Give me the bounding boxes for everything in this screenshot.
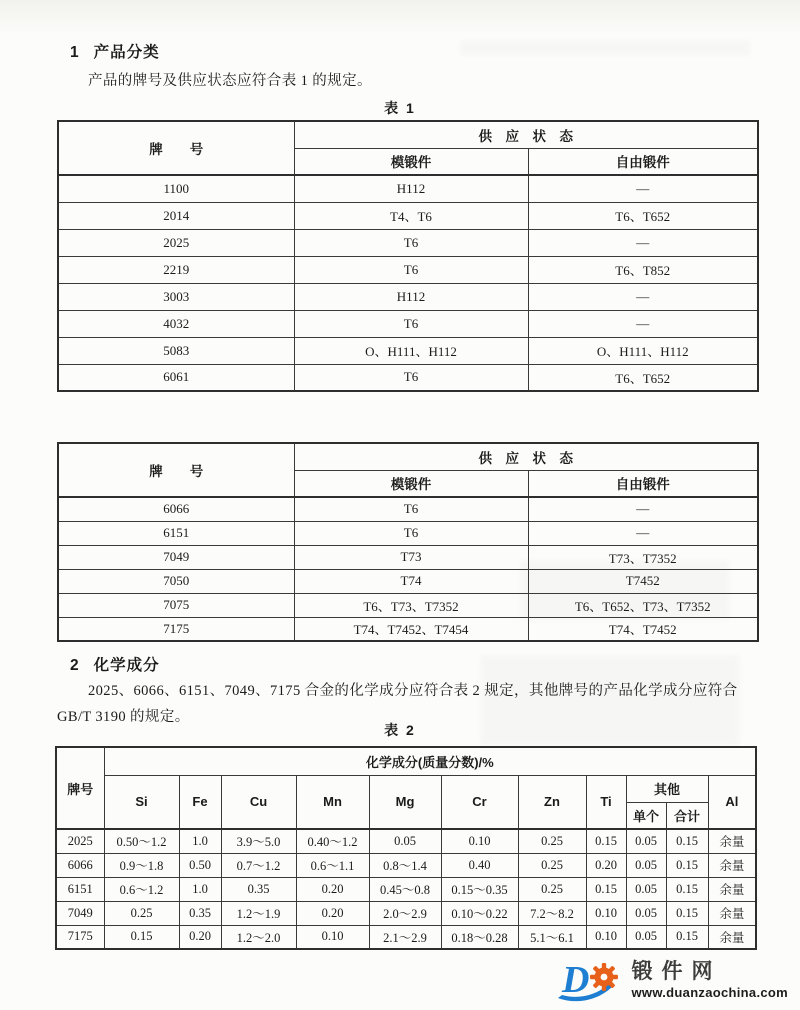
table-cell: 0.6～1.1 <box>296 853 369 877</box>
table-1b-header-free-forging: 自由锻件 <box>528 470 758 497</box>
table-cell: 0.15 <box>586 877 626 901</box>
table-cell: 1100 <box>58 175 294 202</box>
table-cell: 0.05 <box>626 877 666 901</box>
table-cell: 7049 <box>56 901 104 925</box>
table-cell: T6、T852 <box>528 256 758 283</box>
table-cell: 0.6～1.2 <box>104 877 179 901</box>
table-cell: T6 <box>294 364 528 391</box>
table-cell: 0.50～1.2 <box>104 829 179 853</box>
table-cell: 6061 <box>58 364 294 391</box>
table-1b-body <box>58 497 758 641</box>
table-cell: T6、T652 <box>528 202 758 229</box>
table-cell: 2219 <box>58 256 294 283</box>
table-row <box>58 617 758 641</box>
table-cell: 7175 <box>58 617 294 641</box>
section-2-intro-line-2: GB/T 3190 的规定。 <box>57 709 190 725</box>
duanzao-logo-icon <box>552 954 628 1006</box>
table-row <box>58 202 758 229</box>
table-cell: H112 <box>294 283 528 310</box>
table-cell: T74、T7452 <box>528 617 758 641</box>
table-cell: T6 <box>294 310 528 337</box>
table-cell: O、H111、H112 <box>528 337 758 364</box>
table-2-header-other-single: 单个 <box>626 802 666 829</box>
table-cell: T6 <box>294 256 528 283</box>
table-cell: 0.35 <box>179 901 221 925</box>
table-cell: 0.40～1.2 <box>296 829 369 853</box>
table-cell: 0.15 <box>666 901 708 925</box>
table-2-header-cu: Cu <box>221 775 296 829</box>
table-cell: 0.15 <box>586 829 626 853</box>
table-cell: 0.25 <box>518 877 586 901</box>
table-2-header-other: 其他 <box>626 775 708 802</box>
table-cell: 0.25 <box>104 901 179 925</box>
table-cell: 0.15 <box>666 853 708 877</box>
table-cell: 0.9～1.8 <box>104 853 179 877</box>
table-cell: 0.10 <box>586 901 626 925</box>
section-2-number: 2 <box>70 657 80 674</box>
table-1 <box>57 120 759 392</box>
table-cell: 0.25 <box>518 829 586 853</box>
table-row <box>58 593 758 617</box>
table-row <box>58 545 758 569</box>
table-cell: T7452 <box>528 569 758 593</box>
table-2-header-fe: Fe <box>179 775 221 829</box>
table-cell: 2.0～2.9 <box>369 901 441 925</box>
table-cell: T73、T7352 <box>528 545 758 569</box>
table-2-header-mg: Mg <box>369 775 441 829</box>
table-cell: — <box>528 229 758 256</box>
table-cell: — <box>528 175 758 202</box>
table-cell: 0.05 <box>626 901 666 925</box>
table-2-header-si: Si <box>104 775 179 829</box>
table-row <box>58 521 758 545</box>
table-cell: 2025 <box>56 829 104 853</box>
table-cell: — <box>528 283 758 310</box>
table-cell: 0.40 <box>441 853 518 877</box>
table-1b-header-supply-state: 供 应 状 态 <box>294 443 758 470</box>
table-1-caption: 表 1 <box>384 100 416 116</box>
table-cell: T74、T7452、T7454 <box>294 617 528 641</box>
table-cell: 1.2～1.9 <box>221 901 296 925</box>
table-cell: 2025 <box>58 229 294 256</box>
site-name: 锻件网 <box>631 960 722 984</box>
table-cell: H112 <box>294 175 528 202</box>
table-1-continued <box>57 442 759 642</box>
table-2-body <box>56 829 756 949</box>
table-cell: 2014 <box>58 202 294 229</box>
table-cell: 0.05 <box>626 853 666 877</box>
table-1-header-die-forging: 模锻件 <box>294 148 528 175</box>
table-cell: 0.15 <box>666 829 708 853</box>
table-row <box>58 364 758 391</box>
table-cell: 6066 <box>58 497 294 521</box>
table-cell: 余量 <box>708 901 756 925</box>
table-cell: 1.2～2.0 <box>221 925 296 949</box>
section-1-intro: 产品的牌号及供应状态应符合表 1 的规定。 <box>88 73 372 89</box>
table-cell: 余量 <box>708 853 756 877</box>
table-cell: 0.10 <box>441 829 518 853</box>
table-row <box>58 283 758 310</box>
table-cell: 0.50 <box>179 853 221 877</box>
table-cell: 3.9～5.0 <box>221 829 296 853</box>
table-cell: 0.05 <box>626 829 666 853</box>
table-cell: 0.15 <box>666 877 708 901</box>
table-2-header-al: Al <box>708 775 756 829</box>
table-2-header-zn: Zn <box>518 775 586 829</box>
table-cell: T6、T73、T7352 <box>294 593 528 617</box>
table-1-header-grade: 牌 号 <box>58 121 294 175</box>
scan-bleed-artifact <box>460 40 750 56</box>
table-row <box>58 175 758 202</box>
table-row <box>58 310 758 337</box>
table-cell: 1.0 <box>179 829 221 853</box>
table-cell: 0.20 <box>179 925 221 949</box>
table-cell: 0.20 <box>586 853 626 877</box>
table-cell: 6151 <box>58 521 294 545</box>
table-cell: 1.0 <box>179 877 221 901</box>
table-2-header-grade: 牌号 <box>56 747 104 829</box>
table-cell: 0.45～0.8 <box>369 877 441 901</box>
table-cell: T6 <box>294 229 528 256</box>
table-cell: 7049 <box>58 545 294 569</box>
table-cell: 余量 <box>708 829 756 853</box>
table-row <box>58 337 758 364</box>
table-cell: 0.18～0.28 <box>441 925 518 949</box>
table-cell: 0.7～1.2 <box>221 853 296 877</box>
table-cell: 0.05 <box>369 829 441 853</box>
table-cell: 2.1～2.9 <box>369 925 441 949</box>
table-cell: 余量 <box>708 925 756 949</box>
section-1-number: 1 <box>70 44 80 61</box>
table-2-header-composition: 化学成分(质量分数)/% <box>104 747 756 775</box>
table-cell: — <box>528 497 758 521</box>
table-cell: T74 <box>294 569 528 593</box>
table-cell: 0.10 <box>586 925 626 949</box>
table-cell: 6151 <box>56 877 104 901</box>
section-2-heading <box>70 653 160 675</box>
table-cell: 7175 <box>56 925 104 949</box>
table-cell: 0.10 <box>296 925 369 949</box>
table-2-header-other-total: 合计 <box>666 802 708 829</box>
site-logo <box>552 954 788 1006</box>
table-2 <box>55 746 757 950</box>
table-cell: T6 <box>294 497 528 521</box>
table-cell: T6 <box>294 521 528 545</box>
table-cell: T6、T652 <box>528 364 758 391</box>
table-2-caption: 表 2 <box>384 722 416 738</box>
table-cell: T73 <box>294 545 528 569</box>
table-cell: 6066 <box>56 853 104 877</box>
table-1b-header-die-forging: 模锻件 <box>294 470 528 497</box>
table-row <box>58 229 758 256</box>
table-2-header-ti: Ti <box>586 775 626 829</box>
svg-text:D: D <box>561 959 589 1001</box>
table-cell: 0.15～0.35 <box>441 877 518 901</box>
table-row <box>58 497 758 521</box>
table-cell: T6、T652、T73、T7352 <box>528 593 758 617</box>
section-1-heading <box>70 40 160 62</box>
table-cell: — <box>528 310 758 337</box>
table-1-body <box>58 175 758 391</box>
section-2-intro-line-1: 2025、6066、6151、7049、7175 合金的化学成分应符合表 2 规定，其他牌号的产品化学成分应符合 <box>88 683 738 699</box>
table-cell: 余量 <box>708 877 756 901</box>
site-url: www.duanzaochina.com <box>631 984 788 1000</box>
table-cell: 3003 <box>58 283 294 310</box>
table-cell: 7.2～8.2 <box>518 901 586 925</box>
table-row <box>56 925 756 949</box>
table-1b-header-grade: 牌 号 <box>58 443 294 497</box>
table-cell: 0.15 <box>104 925 179 949</box>
table-cell: 0.20 <box>296 877 369 901</box>
table-1-header-free-forging: 自由锻件 <box>528 148 758 175</box>
table-row <box>56 853 756 877</box>
section-2-title: 化学成分 <box>93 657 160 674</box>
table-cell: — <box>528 521 758 545</box>
table-1-header-supply-state: 供 应 状 态 <box>294 121 758 148</box>
table-cell: 0.35 <box>221 877 296 901</box>
scan-edge-shadow <box>0 0 800 34</box>
table-cell: 7050 <box>58 569 294 593</box>
table-cell: T4、T6 <box>294 202 528 229</box>
table-cell: 0.15 <box>666 925 708 949</box>
table-cell: 0.25 <box>518 853 586 877</box>
table-row <box>58 569 758 593</box>
table-cell: 5083 <box>58 337 294 364</box>
table-cell: 7075 <box>58 593 294 617</box>
table-2-header-cr: Cr <box>441 775 518 829</box>
section-1-title: 产品分类 <box>93 44 160 61</box>
table-2-header-mn: Mn <box>296 775 369 829</box>
table-row <box>56 829 756 853</box>
table-cell: 0.8～1.4 <box>369 853 441 877</box>
table-cell: O、H111、H112 <box>294 337 528 364</box>
table-cell: 5.1～6.1 <box>518 925 586 949</box>
table-row <box>56 877 756 901</box>
table-cell: 0.05 <box>626 925 666 949</box>
site-logo-text <box>632 960 788 999</box>
table-row <box>56 901 756 925</box>
table-cell: 0.10～0.22 <box>441 901 518 925</box>
table-cell: 4032 <box>58 310 294 337</box>
table-row <box>58 256 758 283</box>
table-cell: 0.20 <box>296 901 369 925</box>
